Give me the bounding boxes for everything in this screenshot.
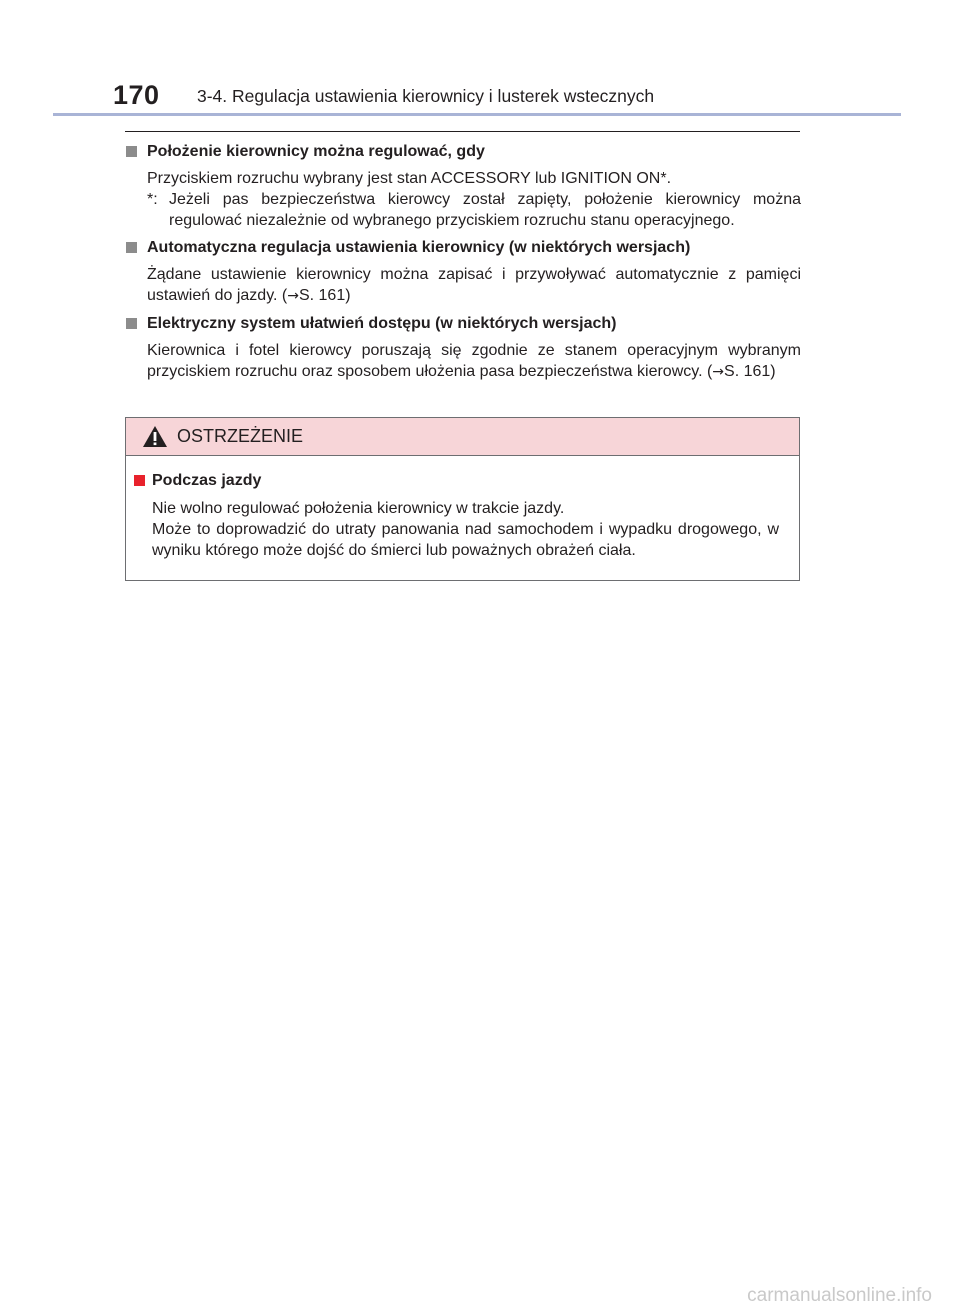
- warning-triangle-icon: [142, 425, 168, 448]
- section-title: [125, 141, 801, 163]
- arrow-right-icon: →: [287, 288, 299, 304]
- section-body-text: Żądane ustawienie kierownicy można zapisać i przywoływać automatycznie z pamięci ustawień do jazdy. (: [147, 266, 801, 304]
- warning-section-title: [134, 470, 779, 492]
- warning-text-line: Nie wolno regulować położenia kierownicy w trakcie jazdy.: [152, 500, 565, 517]
- square-bullet-icon: [126, 146, 137, 157]
- footnote-mark: *:: [147, 191, 158, 208]
- section-body: [147, 264, 801, 307]
- warning-title: OSTRZEŻENIE: [177, 426, 304, 446]
- chapter-title: 3-4. Regulacja ustawienia kierownicy i lusterek wstecznych: [197, 86, 655, 106]
- page-number: 170: [113, 80, 160, 110]
- section-easy-access-system: [125, 313, 801, 383]
- section-title-text: Położenie kierownicy można regulować, gdy: [147, 143, 485, 160]
- square-bullet-icon: [126, 318, 137, 329]
- square-bullet-icon: [126, 242, 137, 253]
- section-title-text: Elektryczny system ułatwień dostępu (w niektórych wersjach): [147, 315, 617, 332]
- warning-text-line: Może to doprowadzić do utraty panowania nad samochodem i wypadku drogowego, w wyniku którego może dojść do śmierci lub poważnych obrażeń ciała.: [152, 521, 779, 559]
- footnote: [147, 189, 801, 231]
- section-body-text: Kierownica i fotel kierowcy poruszają się zgodnie ze stanem operacyjnym wybranym przyciskiem rozruchu oraz sposobem ułożenia pasa bezpieczeństwa kierowcy. (: [147, 342, 801, 380]
- watermark: carmanualsonline.info: [747, 1285, 932, 1306]
- header-divider: [53, 113, 901, 116]
- section-title-text: Automatyczna regulacja ustawienia kierownicy (w niektórych wersjach): [147, 239, 691, 256]
- arrow-right-icon: →: [712, 364, 725, 380]
- square-bullet-icon: [134, 475, 145, 486]
- warning-header: [126, 418, 799, 456]
- page-header: [0, 0, 960, 120]
- section-steering-adjust-conditions: [125, 141, 801, 231]
- main-content: [125, 141, 801, 383]
- footnote-text: Jeżeli pas bezpieczeństwa kierowcy został zapięty, położenie kierownicy można regulować niezależnie od wybranego przyciskiem rozruchu stanu operacyjnego.: [169, 191, 801, 229]
- section-body: [147, 340, 801, 383]
- page-reference-link[interactable]: S. 161): [724, 363, 776, 380]
- warning-box: [125, 417, 800, 581]
- warning-body: [126, 456, 799, 561]
- section-body: Przyciskiem rozruchu wybrany jest stan ACCESSORY lub IGNITION ON*.: [147, 170, 672, 187]
- warning-section-title-text: Podczas jazdy: [152, 472, 262, 489]
- section-title: [125, 313, 801, 335]
- section-title: [125, 237, 801, 259]
- page-reference-link[interactable]: S. 161): [298, 287, 351, 304]
- content-top-rule: [125, 131, 800, 132]
- section-automatic-adjust: [125, 237, 801, 307]
